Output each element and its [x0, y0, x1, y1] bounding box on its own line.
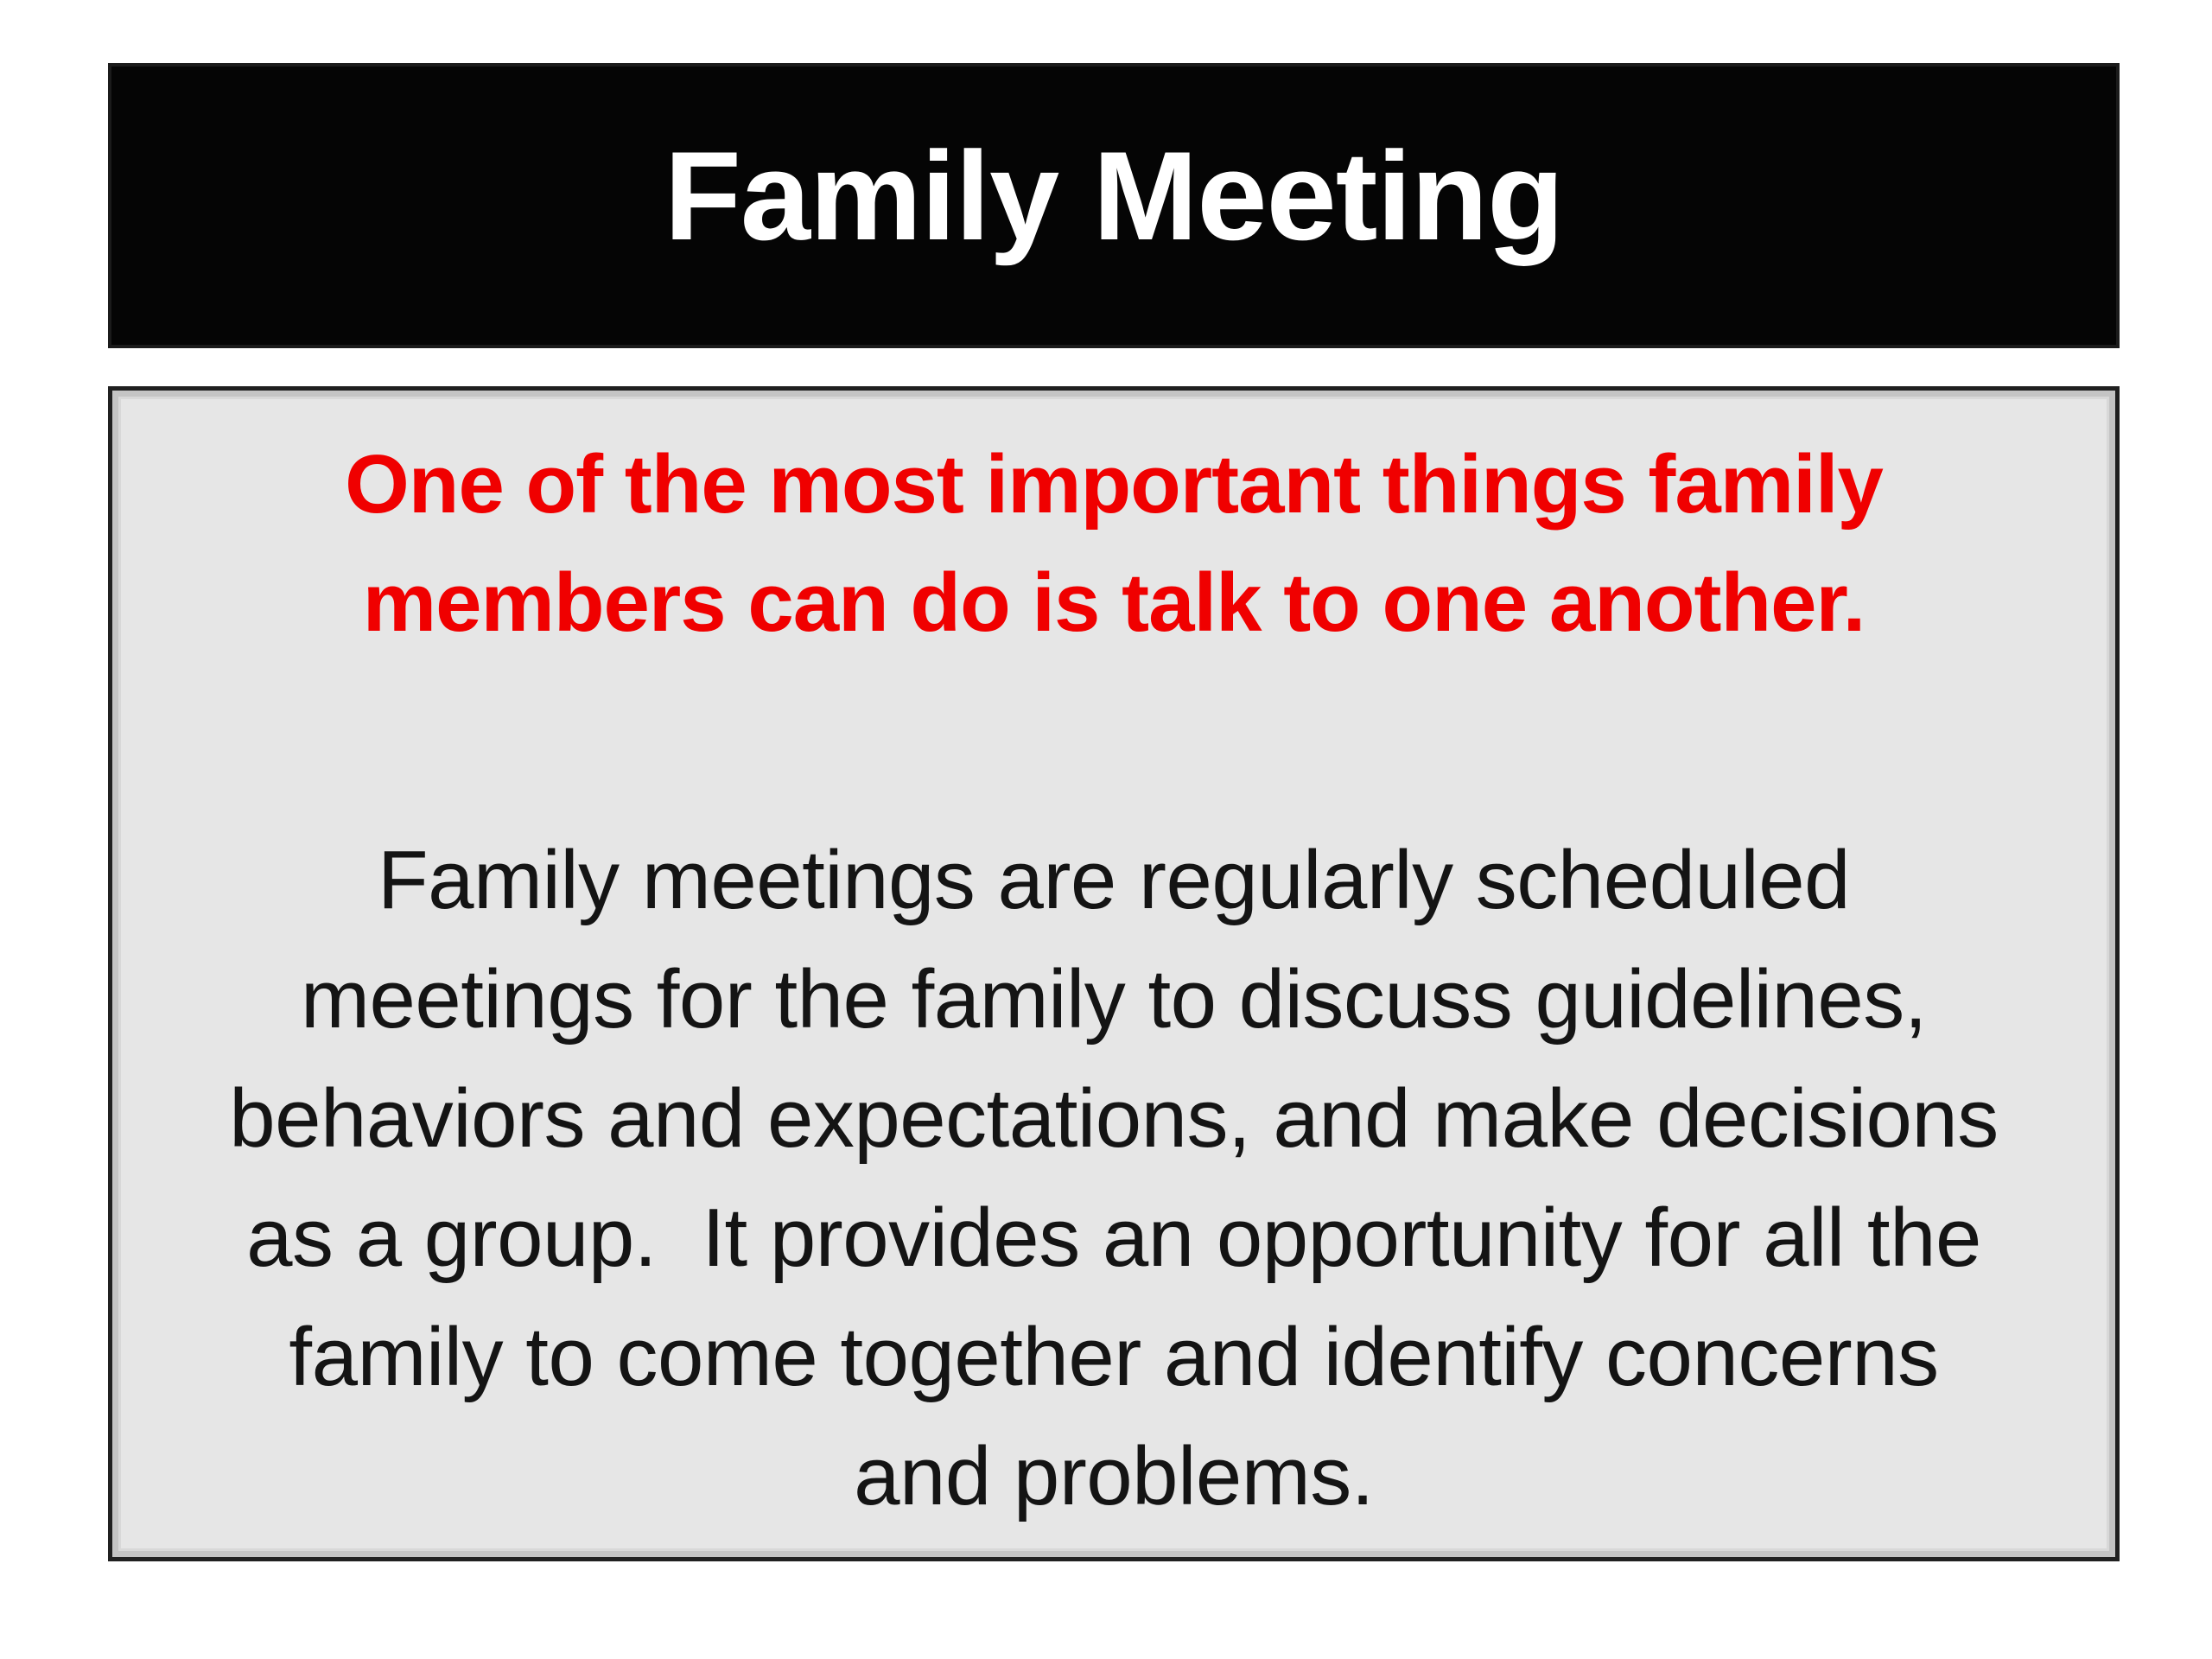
body-line: behaviors and expectations, and make decisions [229, 1072, 1999, 1165]
body-line: Family meetings are regularly scheduled [378, 834, 1850, 926]
body-paragraph [112, 821, 2115, 1536]
title-bar [108, 63, 2120, 348]
body-line: meetings for the family to discuss guidelines, [301, 953, 1927, 1046]
body-line: family to come together and identify concerns [289, 1311, 1939, 1403]
highlight-statement [112, 425, 2115, 662]
highlight-line: members can do is talk to one another. [362, 556, 1866, 649]
slide-title: Family Meeting [664, 125, 1564, 266]
content-box [108, 386, 2120, 1561]
highlight-line: One of the most important things family [345, 438, 1883, 531]
body-line: as a group. It provides an opportunity for all the [246, 1192, 1981, 1284]
body-line: and problems. [854, 1430, 1374, 1522]
